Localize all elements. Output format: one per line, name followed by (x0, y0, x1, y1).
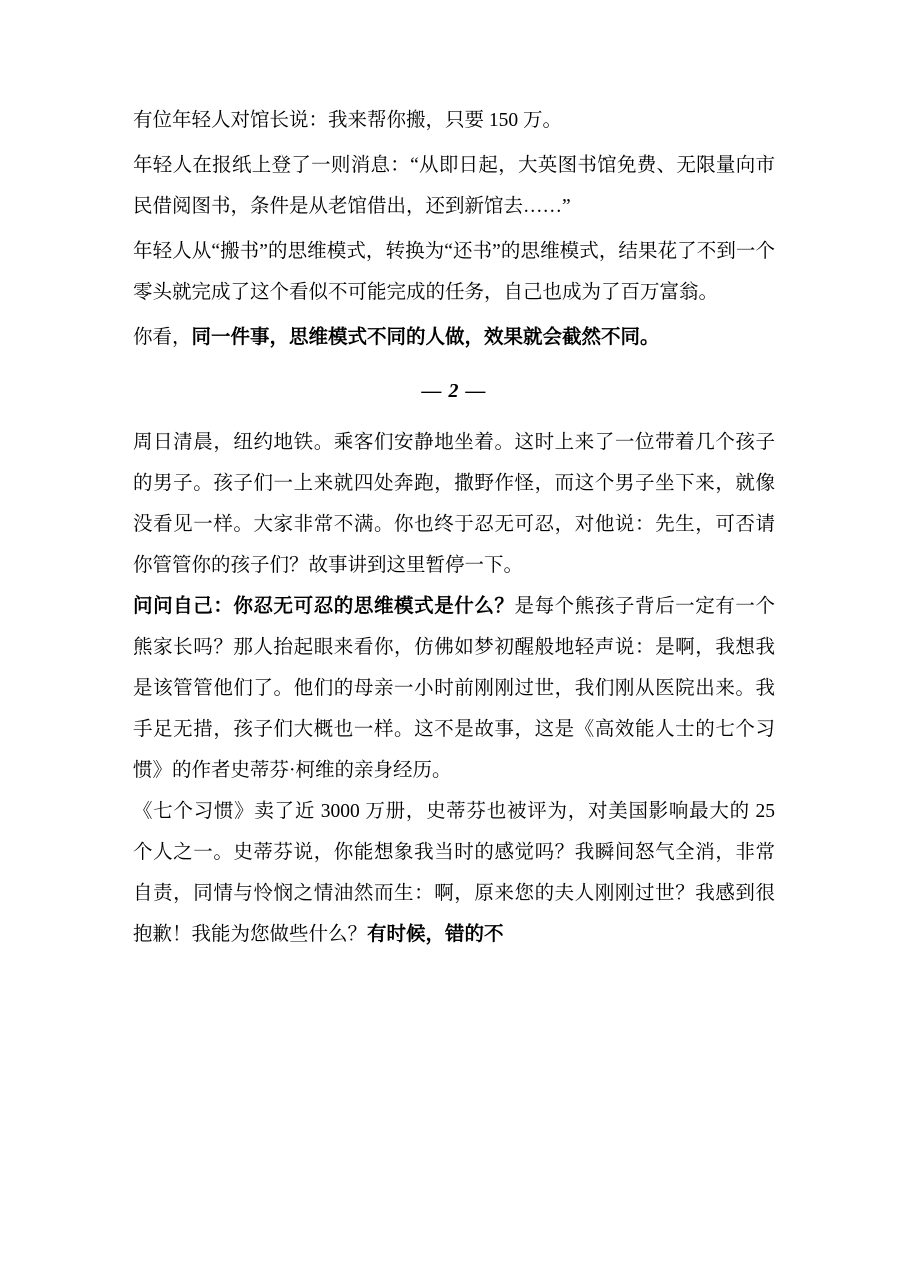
paragraph-6 (133, 586, 775, 791)
text-run: 年轻人在报纸上登了一则消息：“从即日起，大英图书馆免费、无限量向市民借阅图书，条件是从老馆借出，还到新馆去……” (133, 155, 775, 217)
document-body (133, 100, 775, 955)
text-run: 有位年轻人对馆长说：我来帮你搬，只要 150 万。 (133, 110, 563, 131)
paragraph-4 (133, 317, 775, 358)
text-run-bold: 同一件事，思维模式不同的人做，效果就会截然不同。 (191, 327, 660, 348)
paragraph-1 (133, 100, 775, 141)
paragraph-7 (133, 791, 775, 955)
paragraph-3 (133, 231, 775, 313)
text-run: 你看， (133, 327, 192, 348)
section-number: — 2 — (421, 380, 487, 402)
paragraph-5 (133, 422, 775, 586)
paragraph-2 (133, 145, 775, 227)
text-run-bold: 有时候，错的不 (367, 924, 504, 945)
text-run-bold: 问问自己：你忍无可忍的思维模式是什么？ (133, 596, 515, 617)
text-run: 年轻人从“搬书”的思维模式，转换为“还书”的思维模式，结果花了不到一个零头就完成了这个看似不可能完成的任务，自己也成为了百万富翁。 (133, 241, 775, 303)
text-run: 是每个熊孩子背后一定有一个熊家长吗？那人抬起眼来看你，仿佛如梦初醒般地轻声说：是啊，我想我是该管管他们了。他们的母亲一小时前刚刚过世，我们刚从医院出来。我手足无措，孩子们大概也一样。这不是故事，这是《高效能人士的七个习惯》的作者史蒂芬·柯维的亲身经历。 (133, 596, 775, 781)
text-run: 《七个习惯》卖了近 3000 万册，史蒂芬也被评为，对美国影响最大的 25 个人之一。史蒂芬说，你能想象我当时的感觉吗？我瞬间怒气全消，非常自责，同情与怜悯之情油然而生：啊，原来您的夫人刚刚过世？我感到很抱歉！我能为您做些什么？ (133, 801, 775, 945)
text-run: 周日清晨，纽约地铁。乘客们安静地坐着。这时上来了一位带着几个孩子的男子。孩子们一上来就四处奔跑，撒野作怪，而这个男子坐下来，就像没看见一样。大家非常不满。你也终于忍无可忍，对他说：先生，可否请你管管你的孩子们？故事讲到这里暂停一下。 (133, 432, 775, 576)
